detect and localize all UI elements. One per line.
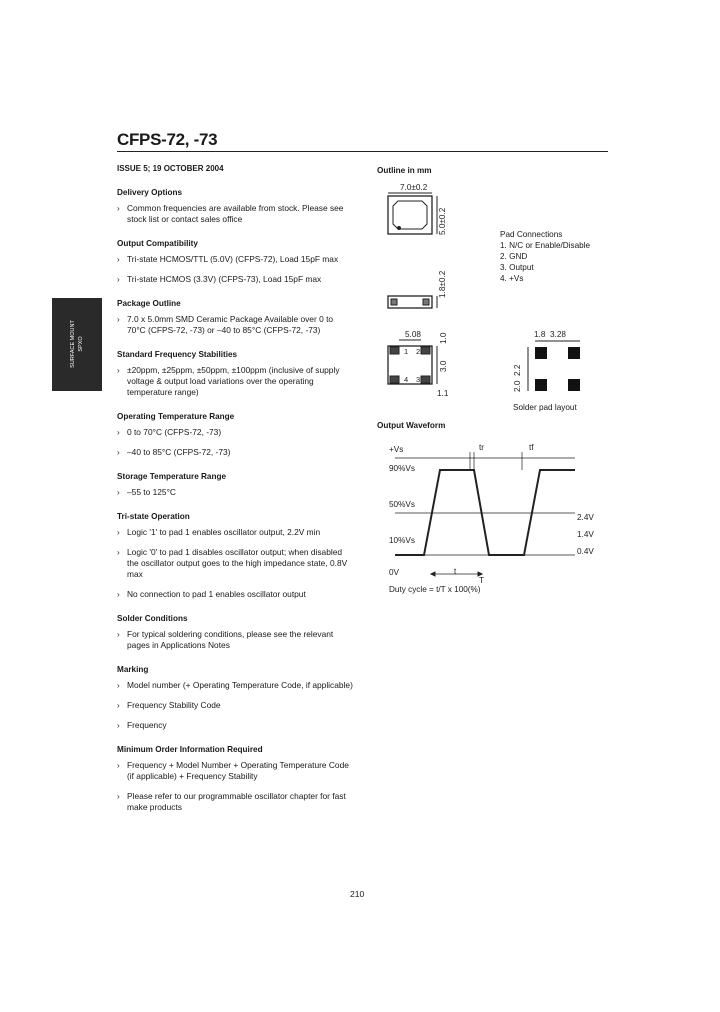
waveform-10-label: 10%Vs: [389, 536, 415, 545]
dim-height-label: 5.0±0.2: [438, 207, 447, 235]
issue-date: ISSUE 5; 19 OCTOBER 2004: [117, 164, 224, 173]
solder-dim-a: 1.8: [534, 330, 546, 339]
bullet-item: › Frequency: [117, 720, 353, 731]
package-bottom-view: [388, 340, 437, 384]
section-heading: Minimum Order Information Required: [117, 745, 263, 754]
bullet-item: › Frequency + Model Number + Operating Temperature Code (if applicable) + Frequency Stability: [117, 760, 353, 782]
waveform-04v-label: 0.4V: [577, 547, 594, 556]
dim-width-label: 7.0±0.2: [400, 183, 428, 192]
pad-connection-item: 4. +Vs: [500, 274, 524, 283]
waveform-t-label: t: [454, 567, 457, 576]
section-heading: Operating Temperature Range: [117, 412, 235, 421]
pad-connections-title: Pad Connections: [500, 230, 563, 239]
dim-10-label: 1.0: [439, 332, 448, 344]
waveform-vs-label: +Vs: [389, 445, 404, 454]
duty-cycle-formula: Duty cycle = t/T x 100(%): [389, 585, 481, 594]
bullet-item: › –55 to 125°C: [117, 487, 353, 498]
pad-3-label: 3: [416, 375, 421, 384]
bullet-item: › Logic '1' to pad 1 enables oscillator output, 2.2V min: [117, 527, 353, 538]
waveform-tr-label: tr: [479, 443, 485, 452]
pad-4-label: 4: [404, 375, 409, 384]
output-waveform: [395, 452, 575, 576]
bullet-item: › Logic '0' to pad 1 disables oscillator output; when disabled the oscillator output goes to the high impedance state, 0.8V max: [117, 547, 353, 580]
dim-11-label: 1.1: [437, 389, 449, 398]
section-heading: Delivery Options: [117, 188, 183, 197]
solder-dim-c: 2.2: [513, 364, 522, 376]
bullet-item: › Common frequencies are available from stock. Please see stock list or contact sales office: [117, 203, 353, 225]
dim-30-label: 3.0: [439, 360, 448, 372]
pad-2-label: 2: [416, 347, 421, 356]
pad-1-label: 1: [404, 347, 409, 356]
solder-pad-caption: Solder pad layout: [513, 403, 577, 412]
section-heading: Solder Conditions: [117, 614, 188, 623]
waveform-tf-label: tf: [529, 443, 534, 452]
bullet-item: › Tri-state HCMOS (3.3V) (CFPS-73), Load 15pF max: [117, 274, 353, 285]
bullet-item: › Tri-state HCMOS/TTL (5.0V) (CFPS-72), Load 15pF max: [117, 254, 353, 265]
side-tab-line-2: SPXO: [78, 336, 84, 352]
waveform-heading: Output Waveform: [377, 421, 446, 430]
section-heading: Output Compatibility: [117, 239, 198, 248]
outline-heading: Outline in mm: [377, 166, 432, 175]
bullet-item: › Model number (+ Operating Temperature Code, if applicable): [117, 680, 353, 691]
section-heading: Standard Frequency Stabilities: [117, 350, 238, 359]
solder-pad-layout: [528, 341, 580, 391]
waveform-period-label: T: [479, 576, 485, 585]
section-heading: Package Outline: [117, 299, 181, 308]
page-title: CFPS-72, -73: [117, 130, 218, 149]
pad-connection-item: 1. N/C or Enable/Disable: [500, 241, 591, 250]
bullet-item: › –40 to 85°C (CFPS-72, -73): [117, 447, 353, 458]
package-side-view: [388, 296, 437, 308]
section-heading: Storage Temperature Range: [117, 472, 227, 481]
waveform-24v-label: 2.4V: [577, 513, 594, 522]
side-tab-line-1: SURFACE MOUNT: [70, 320, 76, 368]
bullet-item: › 7.0 x 5.0mm SMD Ceramic Package Available over 0 to 70°C (CFPS-72, -73) or –40 to 85°C (CFPS-72, -73): [117, 314, 353, 336]
bullet-item: › Frequency Stability Code: [117, 700, 353, 711]
waveform-90-label: 90%Vs: [389, 464, 415, 473]
waveform-50-label: 50%Vs: [389, 500, 415, 509]
bullet-item: › 0 to 70°C (CFPS-72, -73): [117, 427, 353, 438]
section-heading: Marking: [117, 665, 149, 674]
bullet-item: › No connection to pad 1 enables oscillator output: [117, 589, 353, 600]
waveform-0v-label: 0V: [389, 568, 400, 577]
page-number: 210: [350, 889, 365, 899]
bullet-item: › ±20ppm, ±25ppm, ±50ppm, ±100ppm (inclusive of supply voltage & output load variations over the operating temperature range): [117, 365, 353, 398]
solder-dim-d: 2.0: [513, 380, 522, 392]
pad-connection-item: 2. GND: [500, 252, 528, 261]
pad-connection-item: 3. Output: [500, 263, 534, 272]
solder-dim-b: 3.28: [550, 330, 566, 339]
package-top-view: [388, 193, 437, 234]
bullet-item: › For typical soldering conditions, please see the relevant pages in Applications Notes: [117, 629, 353, 651]
section-heading: Tri-state Operation: [117, 512, 190, 521]
dim-508-label: 5.08: [405, 330, 421, 339]
waveform-14v-label: 1.4V: [577, 530, 594, 539]
bullet-item: › Please refer to our programmable oscillator chapter for fast make products: [117, 791, 353, 813]
dim-thickness-label: 1.8±0.2: [438, 270, 447, 298]
